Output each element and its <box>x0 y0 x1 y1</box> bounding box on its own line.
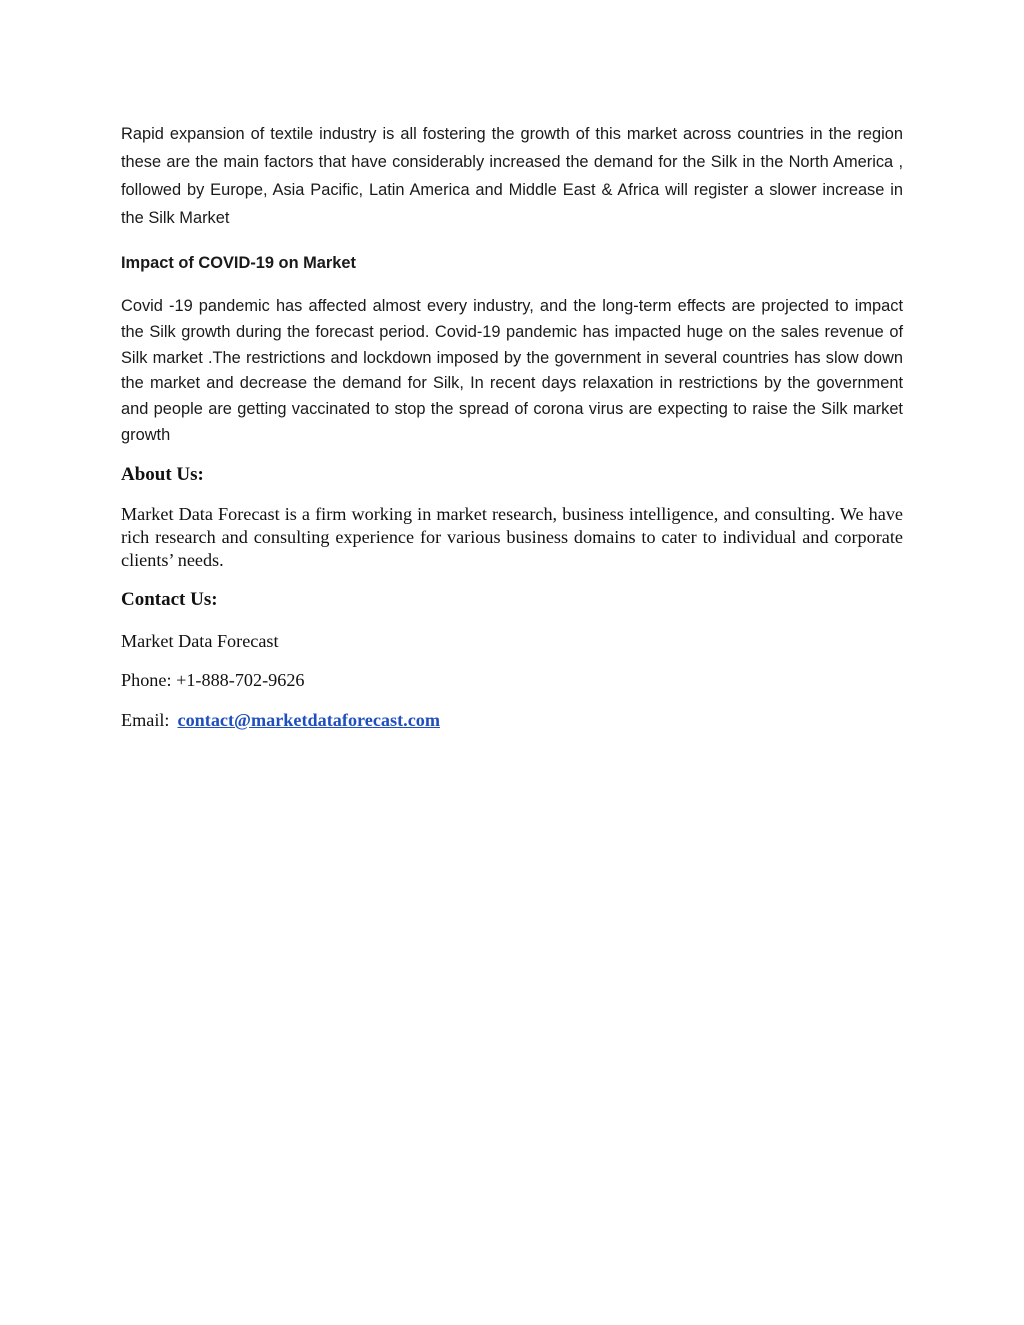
about-heading: About Us: <box>121 464 204 485</box>
impact-paragraph: Covid -19 pandemic has affected almost every industry, and the long-term effects are projected to impact the Silk growth during the forecast period. Covid-19 pandemic has impacted huge on the sales revenue of Silk market .The restrictions and lockdown imposed by the government in several countries has slow down the market and decrease the demand for Silk, In recent days relaxation in restrictions by the government and people are getting vaccinated to stop the spread of corona virus are expecting to raise the Silk market growth <box>121 297 903 444</box>
email-line <box>121 708 903 732</box>
company-name: Market Data Forecast <box>121 631 279 651</box>
phone-line: Phone: +1-888-702-9626 <box>121 670 305 690</box>
about-paragraph: Market Data Forecast is a firm working in market research, business intelligence, and consulting. We have rich research and consulting experience for various business domains to cater to individual and corporate clients’ needs. <box>121 504 903 570</box>
intro-paragraph: Rapid expansion of textile industry is all fostering the growth of this market across countries in the region these are the main factors that have considerably increased the demand for the Silk in the North America , followed by Europe, Asia Pacific, Latin America and Middle East & Africa will register a slower increase in the Silk Market <box>121 125 903 227</box>
email-link[interactable]: contact@marketdataforecast.com <box>177 710 441 730</box>
email-label: Email: <box>121 710 170 730</box>
contact-heading: Contact Us: <box>121 589 218 610</box>
impact-heading: Impact of COVID-19 on Market <box>121 254 356 272</box>
